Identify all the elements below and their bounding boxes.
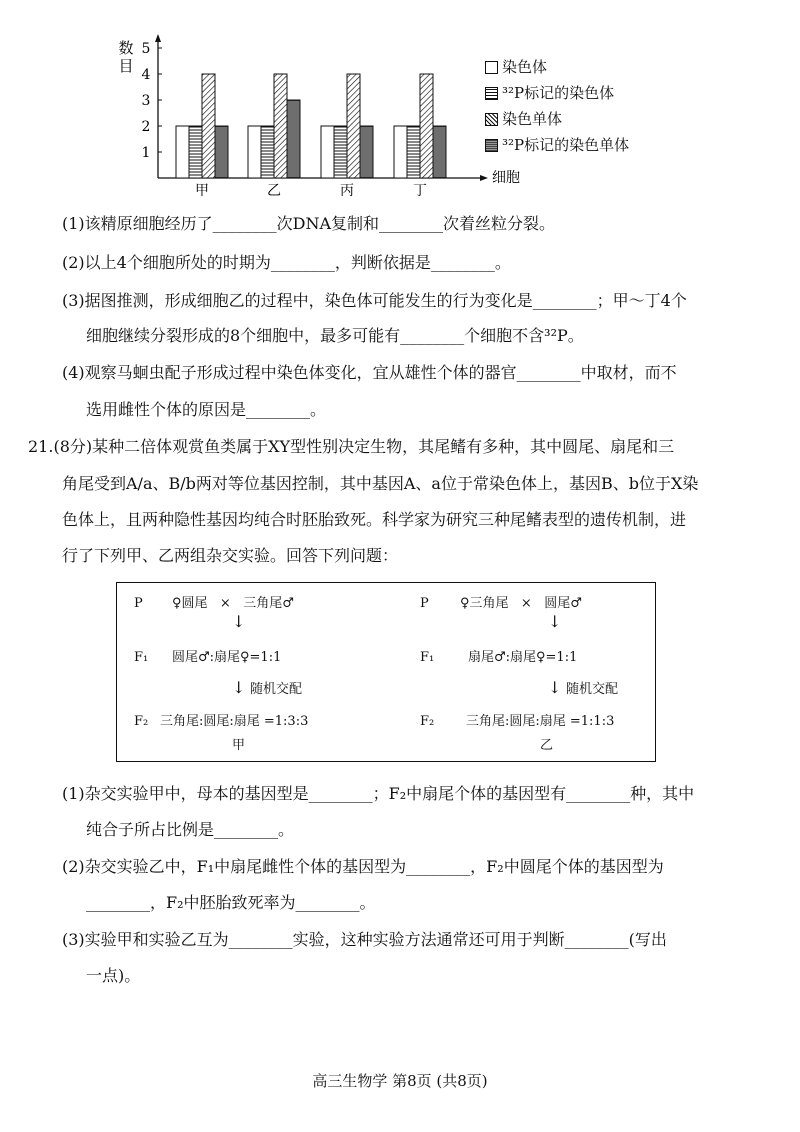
bar bbox=[176, 126, 189, 178]
q21-stem-line2: 角尾受到A/a、B/b两对等位基因控制，其中基因A、a位于常染色体上，基因B、b位于X染 bbox=[62, 474, 699, 493]
q21-part2-line2: ________，F₂中胚胎致死率为________。 bbox=[86, 893, 376, 912]
bar bbox=[321, 126, 334, 178]
legend-swatch-dense bbox=[485, 139, 498, 152]
yi-f2-label: F₂ bbox=[420, 714, 435, 729]
yi-f1: 扇尾♂:扇尾♀=1:1 bbox=[468, 650, 578, 665]
legend-item-chromatid bbox=[485, 110, 562, 128]
jia-f2-label: F₂ bbox=[134, 714, 149, 729]
bar bbox=[347, 74, 360, 178]
q21-part1-line2: 纯合子所占比例是________。 bbox=[86, 820, 295, 839]
bar bbox=[360, 126, 373, 178]
jia-caption: 甲 bbox=[232, 738, 246, 753]
yi-caption: 乙 bbox=[540, 738, 554, 753]
legend-label: 染色单体 bbox=[502, 110, 563, 128]
jia-mating: 随机交配 bbox=[250, 682, 303, 697]
q20-part1: (1)该精原细胞经历了________次DNA复制和________次着丝粒分裂。 bbox=[62, 214, 556, 233]
arrow-down-icon: ↓ bbox=[232, 612, 246, 631]
bar bbox=[394, 126, 407, 178]
bar bbox=[202, 74, 215, 178]
q20-part3-line2: 细胞继续分裂形成的8个细胞中，最多可能有________个细胞不含³²P。 bbox=[86, 326, 584, 345]
y-tick-label: 3 bbox=[141, 93, 151, 109]
page-footer: 高三生物学 第8页 (共8页) bbox=[312, 1072, 488, 1090]
q21-part1-line1: (1)杂交实验甲中，母本的基因型是________；F₂中扇尾个体的基因型有________种，其中 bbox=[62, 784, 695, 803]
x-tick-label: 丁 bbox=[413, 183, 427, 199]
q20-part2: (2)以上4个细胞所处的时期为________，判断依据是________。 bbox=[62, 253, 511, 272]
bar bbox=[274, 74, 287, 178]
arrow-down-icon: ↓ bbox=[548, 678, 562, 697]
bar bbox=[189, 126, 202, 178]
y-axis-arrow bbox=[155, 34, 161, 42]
y-tick-label: 5 bbox=[141, 41, 151, 57]
bar bbox=[248, 126, 261, 178]
yi-p-label: P bbox=[420, 596, 429, 611]
y-axis-label: 数 bbox=[118, 39, 134, 57]
legend-item-chromosome bbox=[485, 58, 547, 76]
y-tick-label: 1 bbox=[141, 145, 151, 161]
q20-part4-line2: 选用雌性个体的原因是________。 bbox=[86, 400, 327, 419]
legend-swatch-horizontal bbox=[485, 87, 498, 100]
bar bbox=[215, 126, 228, 178]
x-axis-label: 细胞 bbox=[492, 170, 520, 186]
x-tick-label: 乙 bbox=[267, 183, 281, 199]
bar bbox=[433, 126, 446, 178]
x-axis-arrow bbox=[480, 175, 488, 181]
y-axis-label: 目 bbox=[118, 57, 134, 75]
yi-f2: 三角尾:圆尾:扇尾 =1:1:3 bbox=[466, 714, 615, 729]
arrow-down-icon: ↓ bbox=[548, 612, 562, 631]
q20-part4-line1: (4)观察马蛔虫配子形成过程中染色体变化，宜从雄性个体的器官________中取材，而不 bbox=[62, 363, 677, 382]
legend-swatch-blank bbox=[485, 61, 498, 74]
legend-label: ³²P标记的染色单体 bbox=[502, 136, 630, 154]
y-tick-label: 2 bbox=[141, 119, 151, 135]
jia-p-label: P bbox=[134, 596, 143, 611]
x-tick-label: 丙 bbox=[340, 183, 354, 199]
q21-part2-line1: (2)杂交实验乙中，F₁中扇尾雌性个体的基因型为________，F₂中圆尾个体的基因型为 bbox=[62, 857, 664, 876]
legend-item-labeled-chromosome bbox=[485, 84, 614, 102]
bar bbox=[287, 100, 300, 178]
bar-chart bbox=[0, 0, 800, 200]
yi-parents: ♀三角尾 × 圆尾♂ bbox=[460, 596, 582, 611]
q21-stem-line3: 色体上，且两种隐性基因均纯合时胚胎致死。科学家为研究三种尾鳍表型的遗传机制，进 bbox=[62, 510, 687, 529]
jia-f1: 圆尾♂:扇尾♀=1:1 bbox=[172, 650, 282, 665]
jia-parents: ♀圆尾 × 三角尾♂ bbox=[172, 596, 294, 611]
bar bbox=[420, 74, 433, 178]
jia-f2: 三角尾:圆尾:扇尾 =1:3:3 bbox=[160, 714, 309, 729]
jia-f1-label: F₁ bbox=[134, 650, 149, 665]
legend-label: ³²P标记的染色体 bbox=[502, 84, 615, 102]
bar bbox=[261, 126, 274, 178]
bar bbox=[334, 126, 347, 178]
legend-swatch-diagonal bbox=[485, 113, 498, 126]
q21-stem-line1: 21.(8分)某种二倍体观赏鱼类属于XY型性别决定生物，其尾鳍有多种，其中圆尾、扇尾和三 bbox=[28, 437, 675, 456]
q21-stem-line4: 行了下列甲、乙两组杂交实验。回答下列问题： bbox=[62, 546, 399, 565]
yi-mating: 随机交配 bbox=[566, 682, 619, 697]
arrow-down-icon: ↓ bbox=[232, 678, 246, 697]
q20-part3-line1: (3)据图推测，形成细胞乙的过程中，染色体可能发生的行为变化是________；甲～丁4个 bbox=[62, 291, 687, 310]
q21-part3-line2: 一点)。 bbox=[86, 966, 141, 985]
q21-part3-line1: (3)实验甲和实验乙互为________实验，这种实验方法通常还可用于判断________(写出 bbox=[62, 930, 667, 949]
y-tick-label: 4 bbox=[141, 67, 151, 83]
yi-f1-label: F₁ bbox=[420, 650, 435, 665]
legend-label: 染色体 bbox=[502, 58, 548, 76]
legend-item-labeled-chromatid bbox=[485, 136, 629, 154]
x-tick-label: 甲 bbox=[195, 183, 209, 199]
bar bbox=[407, 126, 420, 178]
